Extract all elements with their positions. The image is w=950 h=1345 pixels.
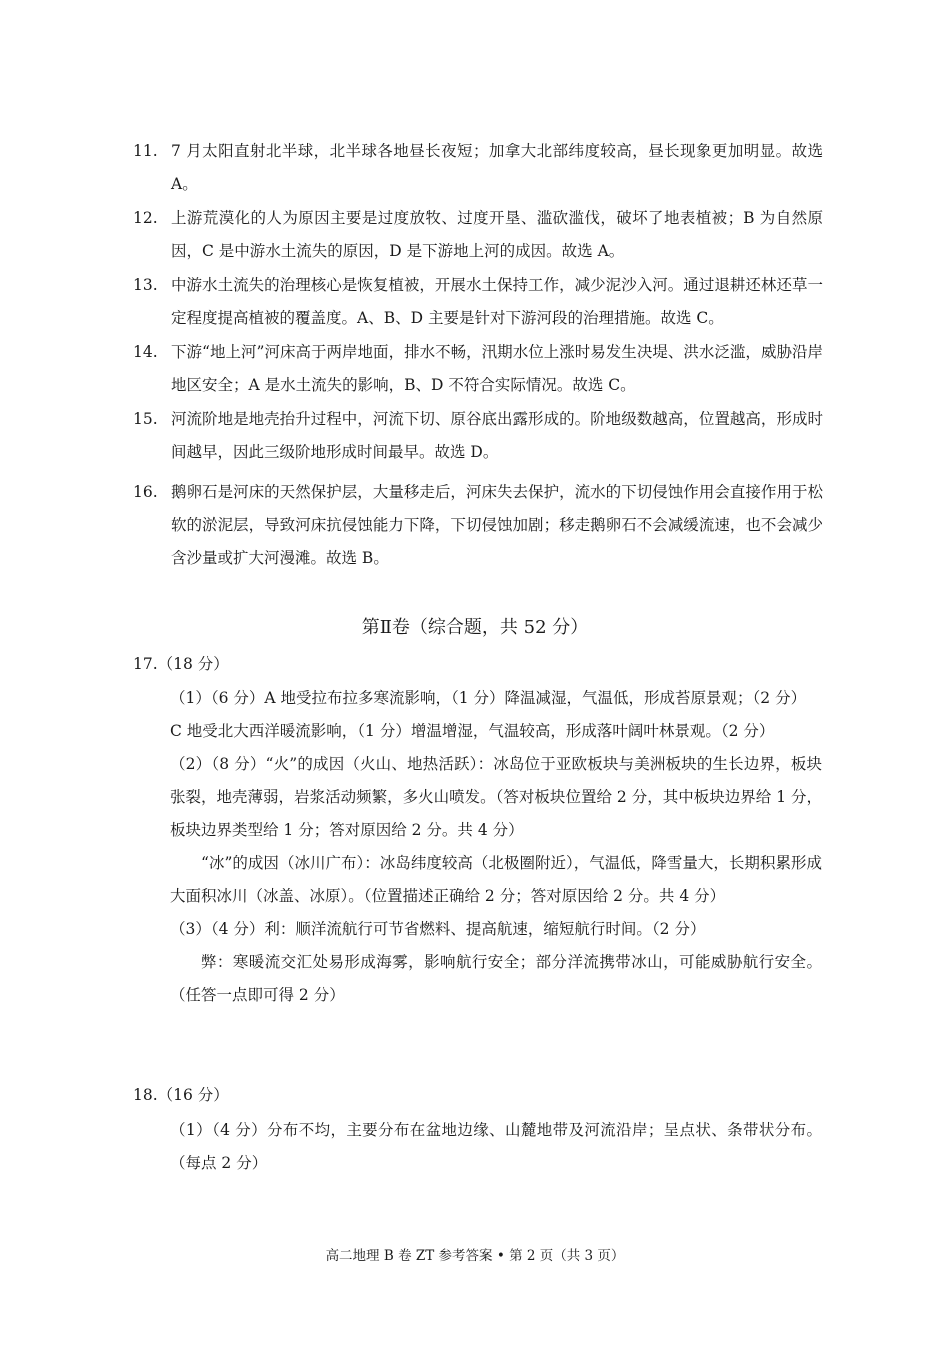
item-text: 7 月太阳直射北半球，北半球各地昼长夜短；加拿大北部纬度较高，昼长现象更加明显。故选 A。 xyxy=(171,142,823,193)
question-17-heading: 17.（18 分） xyxy=(133,655,229,673)
question-18-heading: 18.（16 分） xyxy=(133,1086,229,1104)
answer-paragraph: 弊：寒暖流交汇处易形成海雾，影响航行安全；部分洋流携带冰山，可能威胁航行安全。（任答一点即可得 2 分） xyxy=(170,953,822,1004)
answer-item-11 xyxy=(133,135,823,201)
item-text: 中游水土流失的治理核心是恢复植被，开展水土保持工作，减少泥沙入河。通过退耕还林还草一定程度提高植被的覆盖度。A、B、D 主要是针对下游河段的治理措施。故选 C。 xyxy=(171,276,823,327)
answer-paragraph: “冰”的成因（冰川广布）：冰岛纬度较高（北极圈附近），气温低，降雪量大，长期积累形成大面积冰川（冰盖、冰原）。（位置描述正确给 2 分；答对原因给 2 分。共 4 分） xyxy=(170,854,822,905)
answer-item-16 xyxy=(133,476,823,575)
section-title: 第Ⅱ卷（综合题，共 52 分） xyxy=(361,617,589,638)
answer-paragraph: （3）（4 分）利：顺洋流航行可节省燃料、提高航速，缩短航行时间。（2 分） xyxy=(170,920,706,938)
item-number: 12. xyxy=(133,209,158,227)
item-text: 下游“地上河”河床高于两岸地面，排水不畅，汛期水位上涨时易发生决堤、洪水泛滥，威胁沿岸地区安全；A 是水土流失的影响，B、D 不符合实际情况。故选 C。 xyxy=(171,343,823,394)
item-text: 鹅卵石是河床的天然保护层，大量移走后，河床失去保护，流水的下切侵蚀作用会直接作用于松软的淤泥层，导致河床抗侵蚀能力下降，下切侵蚀加剧；移走鹅卵石不会减缓流速，也不会减少含沙量或扩大河漫滩。故选 B。 xyxy=(171,483,823,567)
item-number: 15. xyxy=(133,410,158,428)
answer-item-14 xyxy=(133,336,823,402)
item-number: 13. xyxy=(133,276,158,294)
item-number: 16. xyxy=(133,483,158,501)
page-footer: 高二地理 B 卷 ZT 参考答案 • 第 2 页（共 3 页） xyxy=(325,1248,625,1264)
answer-paragraph: （2）（8 分）“火”的成因（火山、地热活跃）：冰岛位于亚欧板块与美洲板块的生长边界，板块张裂，地壳薄弱，岩浆活动频繁，多火山喷发。（答对板块位置给 2 分，其中板块边界给 1 分，板块边界类型给 1 分；答对原因给 2 分。共 4 分） xyxy=(170,755,822,839)
item-number: 14. xyxy=(133,343,158,361)
question-17-answer xyxy=(170,682,822,1012)
answer-paragraph: C 地受北大西洋暖流影响，（1 分）增温增湿，气温较高，形成落叶阔叶林景观。（2 分） xyxy=(170,722,775,740)
item-number: 11. xyxy=(133,142,158,160)
item-text: 河流阶地是地壳抬升过程中，河流下切、原谷底出露形成的。阶地级数越高，位置越高，形成时间越早，因此三级阶地形成时间最早。故选 D。 xyxy=(171,410,823,461)
question-18-answer xyxy=(170,1114,822,1180)
answer-item-12 xyxy=(133,202,823,268)
item-text: 上游荒漠化的人为原因主要是过度放牧、过度开垦、滥砍滥伐，破坏了地表植被；B 为自然原因，C 是中游水土流失的原因，D 是下游地上河的成因。故选 A。 xyxy=(171,209,823,260)
answer-item-15 xyxy=(133,403,823,469)
answer-item-13 xyxy=(133,269,823,335)
answer-paragraph: （1）（6 分）A 地受拉布拉多寒流影响，（1 分）降温减湿，气温低，形成苔原景观；（2 分） xyxy=(170,689,807,707)
answer-paragraph: （1）（4 分）分布不均，主要分布在盆地边缘、山麓地带及河流沿岸；呈点状、条带状分布。（每点 2 分） xyxy=(170,1121,822,1172)
